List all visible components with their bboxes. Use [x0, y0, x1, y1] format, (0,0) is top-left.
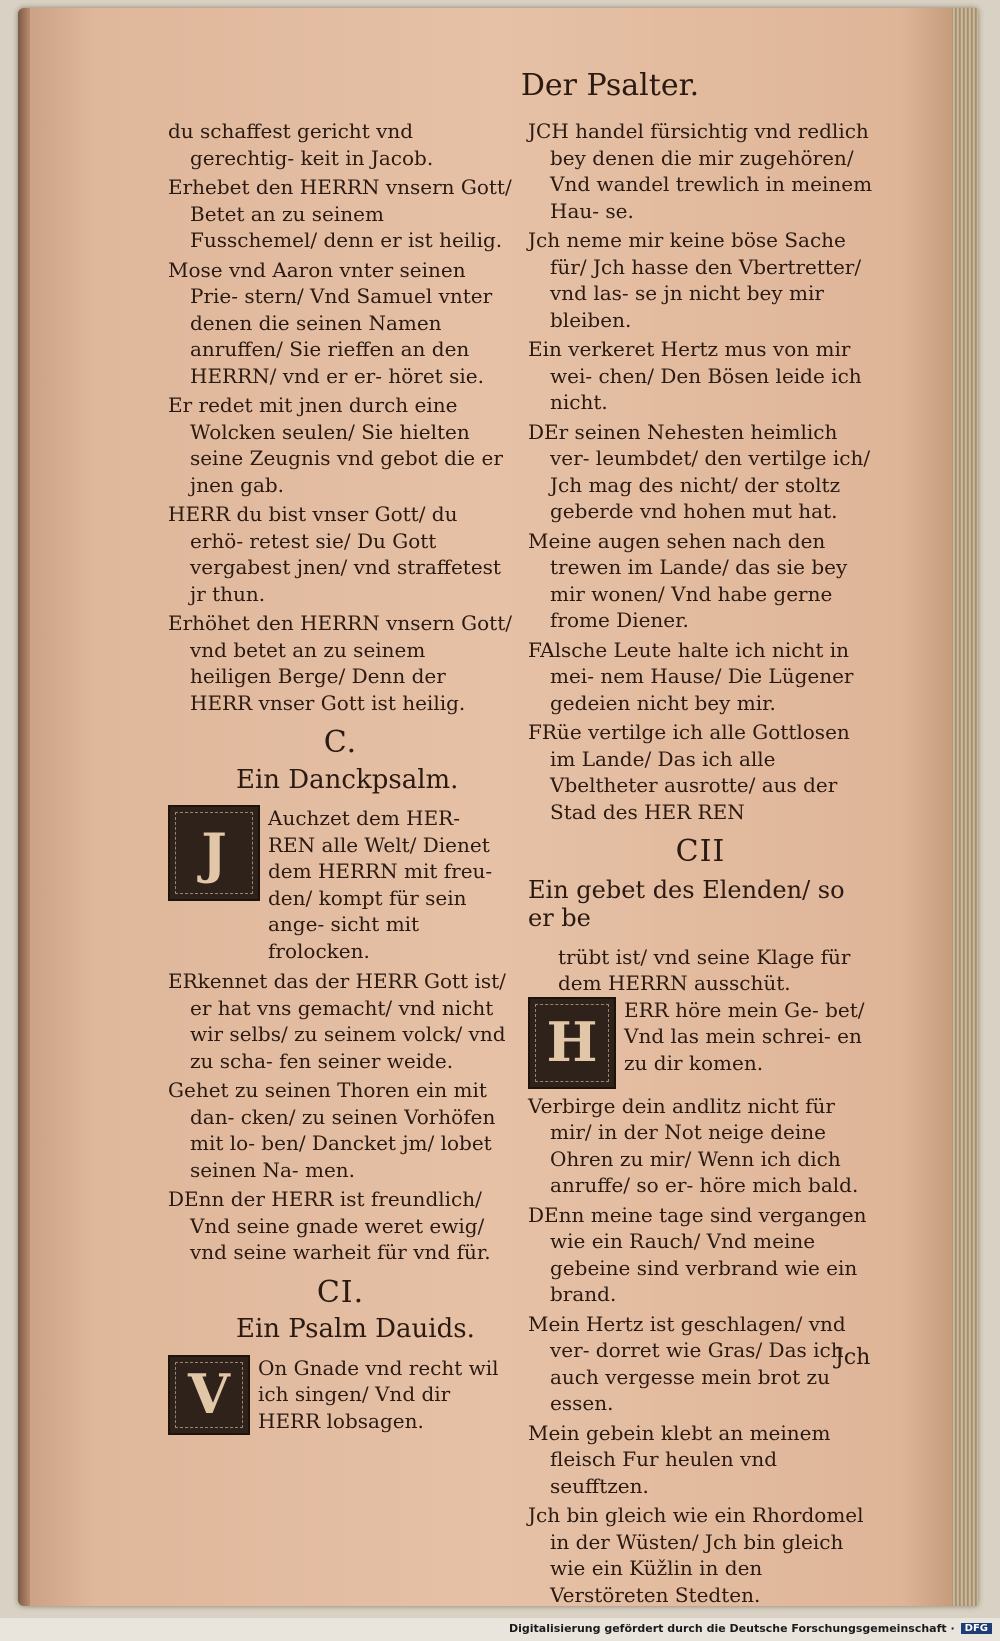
- verse: Meine augen sehen nach den trewen im Lande/ das sie bey mir wonen/ Vnd habe gerne frome Diener.: [528, 528, 848, 632]
- psalm-opening: [528, 997, 873, 1089]
- decorated-initial: J: [168, 805, 260, 901]
- catchword: Jch: [835, 1345, 871, 1370]
- psalm-title: Ein Danckpsalm.: [236, 764, 459, 795]
- psalm-number: CII: [675, 834, 726, 869]
- right-column: [528, 118, 873, 1611]
- page-edge: [952, 8, 978, 1606]
- verse: Ein verkeret Hertz mus von mir wei- chen/ Den Bösen leide ich nicht.: [528, 337, 862, 414]
- verse: Verbirge dein andlitz nicht für mir/ in der Not neige deine Ohren zu mir/ Wenn ich dich anruffe/ so er- höre mich bald.: [528, 1093, 859, 1197]
- verse: DEr seinen Nehesten heimlich ver- leumbdet/ den vertilge ich/ Jch mag des nicht/ der stoltz geberde vnd hohen mut hat.: [528, 419, 871, 523]
- psalm-number: C.: [323, 725, 358, 760]
- running-head: Der Psalter.: [520, 68, 700, 103]
- verse: Mein Hertz ist geschlagen/ vnd ver- dorret wie Gras/ Das ich auch vergesse mein brot zu essen.: [528, 1311, 846, 1415]
- verse: Mose vnd Aaron vnter seinen Prie- stern/ Vnd Samuel vnter denen die seinen Namen anruffen/ Sie rieffen an den HERRN/ vnd er er- höret sie.: [168, 257, 493, 388]
- verse: JCH handel fürsichtig vnd redlich bey denen die mir zugehören/ Vnd wandel trewlich in meinem Hau- se.: [528, 119, 873, 223]
- psalm-title: Ein Psalm Dauids.: [236, 1314, 475, 1344]
- psalm-opening: [168, 1355, 513, 1435]
- verse: FRüe vertilge ich alle Gottlosen im Lande/ Das ich alle Vbeltheter ausrotte/ aus der Stad des HER REN: [528, 720, 850, 824]
- verse: DEnn meine tage sind vergangen wie ein Rauch/ Vnd meine gebeine sind verbrand wie ein brand.: [528, 1202, 867, 1306]
- psalm-subtitle: trübt ist/ vnd seine Klage für dem HERRN ausschüt.: [558, 944, 851, 995]
- verse: FAlsche Leute halte ich nicht in mei- nem Hause/ Die Lügener gedeien nicht bey mir.: [528, 637, 854, 715]
- verse: Erhebet den HERRN vnsern Gott/ Betet an zu seinem Fusschemel/ denn er ist heilig.: [168, 175, 512, 252]
- psalm-opening: [168, 805, 513, 964]
- psalm-title: Ein gebet des Elenden/ so er be: [528, 875, 845, 932]
- verse: HERR du bist vnser Gott/ du erhö- retest sie/ Du Gott vergabest jnen/ vnd straffetest jr thun.: [168, 502, 501, 606]
- psalm-number: CI.: [316, 1274, 365, 1310]
- verse: DEnn der HERR ist freundlich/ Vnd seine gnade weret ewig/ vnd seine warheit für vnd für.: [168, 1187, 491, 1264]
- verse: Jch bin gleich wie ein Rhordomel in der Wüsten/ Jch bin gleich wie ein Küžlin in den Verstöreten Stedten.: [528, 1503, 864, 1607]
- page-spine: [18, 8, 30, 1606]
- verse: du schaffest gericht vnd gerechtig- keit in Jacob.: [168, 119, 434, 170]
- footer-text: Digitalisierung gefördert durch die Deutsche Forschungsgemeinschaft ·: [508, 1621, 955, 1635]
- decorated-initial: V: [168, 1355, 250, 1435]
- decorated-initial: H: [528, 997, 616, 1089]
- left-column: [168, 118, 513, 1439]
- verse: Er redet mit jnen durch eine Wolcken seulen/ Sie hielten seine Zeugnis vnd gebot die er jnen gab.: [168, 393, 503, 497]
- verse: Erhöhet den HERRN vnsern Gott/ vnd betet an zu seinem heiligen Berge/ Denn der HERR vnser Gott ist heilig.: [168, 611, 512, 715]
- opening-text: On Gnade vnd recht wil ich singen/ Vnd dir HERR lobsagen.: [258, 1355, 499, 1433]
- verse: Gehet zu seinen Thoren ein mit dan- cken/ zu seinen Vorhöfen mit lo- ben/ Dancket jm/ lobet seinen Na- men.: [168, 1078, 496, 1182]
- digitization-footer: [509, 1619, 992, 1637]
- verse: Jch neme mir keine böse Sache für/ Jch hasse den Vbertretter/ vnd las- se jn nicht bey mir bleiben.: [528, 228, 862, 332]
- verse: ERkennet das der HERR Gott ist/ er hat vns gemacht/ vnd nicht wir selbs/ zu seinem volck/ vnd zu scha- fen seiner weide.: [168, 969, 506, 1073]
- opening-text: ERR höre mein Ge- bet/ Vnd las mein schrei- en zu dir komen.: [624, 997, 865, 1075]
- dfg-logo: DFG: [961, 1623, 992, 1634]
- verse: Mein gebein klebt an meinem fleisch Fur heulen vnd seufftzen.: [528, 1420, 831, 1498]
- opening-text: Auchzet dem HER- REN alle Welt/ Dienet dem HERRN mit freu- den/ kompt für sein ange- sicht mit frolocken.: [268, 806, 493, 963]
